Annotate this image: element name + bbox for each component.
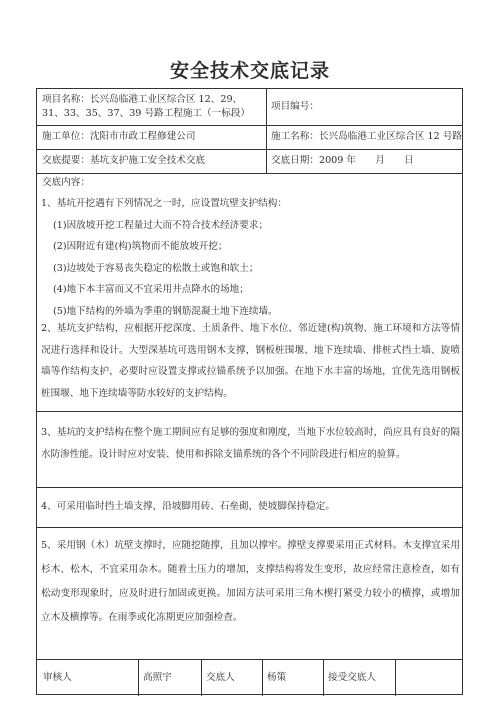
construction-name: 施工名称：长兴岛临港工业区综合区 12 号路 [271,131,462,142]
column-divider [138,659,139,696]
content-item-4: 4、可采用临时挡土墙支撑，沿坡脚用砖、石垒砌，使坡脚保持稳定。 [41,501,335,512]
item-1-sub-5: (5)地下结构的外墙为季重的钢筋混凝土地下连续墙。 [53,305,278,317]
reviewer-name: 高照宇 [143,672,172,683]
project-number-label: 项目编号： [271,101,319,112]
column-divider [262,659,263,696]
row-divider [37,149,462,150]
row-divider [37,173,462,174]
content-item-5: 5、采用钢（木）坑壁支撑时，应随挖随撑，且加以撑牢。撑壁支撑要采用正式材料。木支撑宜采用杉木、松木，不宜采用杂木。随着土压力的增加，支撑结构将发生变形，故应经常注意检查，如有松动变形现象时，应及时进行加固或更换。加固方法可采用三角木楔打紧受力较小的横撑，或增加立木及横撑等。在雨季或化冻期更应加强检查。 [41,540,460,623]
item-1-sub-2: (2)因附近有建(构)筑物而不能放坡开挖； [53,241,228,252]
document-title: 安全技术交底记录 [169,60,330,82]
content-item-2: 2、基坑支护结构，应根据开挖深度、土质条件、地下水位、邻近建(构)筑物、施工环境和方法等情况进行选择和设计。大型深基坑可选用钢木支撑，钢板桩围堰、地下连续墙、排桩式挡土墙、旋喷墙等作结构支护，必要时应设置支撑或拉锚系统予以加强。在地下水丰富的场地，宜优先选用钢板桩围堰、地下连续墙等防水较好的支护结构。 [41,323,460,399]
disclosure-form [36,88,463,695]
disclosure-summary: 交底提要：基坑支护施工安全技术交底 [42,155,206,166]
row-divider [37,527,462,528]
column-divider [323,659,324,696]
column-divider [395,659,396,696]
content-label: 交底内容： [42,177,90,188]
content-item-3: 3、基坑的支护结构在整个施工期间应有足够的强度和刚度，当地下水位较高时，尚应具有良好的隔水防渗性能。设计时应对安装、使用和拆除支锚系统的各个不同阶段进行相应的验算。 [41,427,460,460]
construction-unit: 施工单位：沈阳市市政工程修建公司 [42,131,196,142]
row-divider [37,125,462,126]
content-item-1 [41,193,460,322]
column-divider [266,89,267,173]
project-name: 项目名称：长兴岛临港工业区综合区 12、29、31、33、35、37、39 号路工程施工（一标段） [42,94,250,119]
discloser-label: 交底人 [206,672,235,683]
receiver-label: 接受交底人 [328,672,376,683]
item-1-intro: 1、基坑开挖遇有下列情况之一时，应设置坑壁支护结构： [41,198,287,209]
item-1-sub-3: (3)边坡处于容易丧失稳定的松散土或饱和软土； [53,262,259,274]
row-divider [37,487,462,488]
discloser-name: 杨策 [267,672,287,683]
item-1-sub-4: (4)地下本丰富而又不宜采用井点降水的场地； [53,284,249,295]
row-divider [37,411,462,412]
row-divider [37,659,462,660]
reviewer-label: 审核人 [43,672,72,683]
disclosure-date: 交底日期：2009 年 月 日 [271,155,414,166]
column-divider [201,659,202,696]
item-1-sub-1: (1)因放坡开挖工程量过大而不符合技术经济要求； [53,219,269,231]
